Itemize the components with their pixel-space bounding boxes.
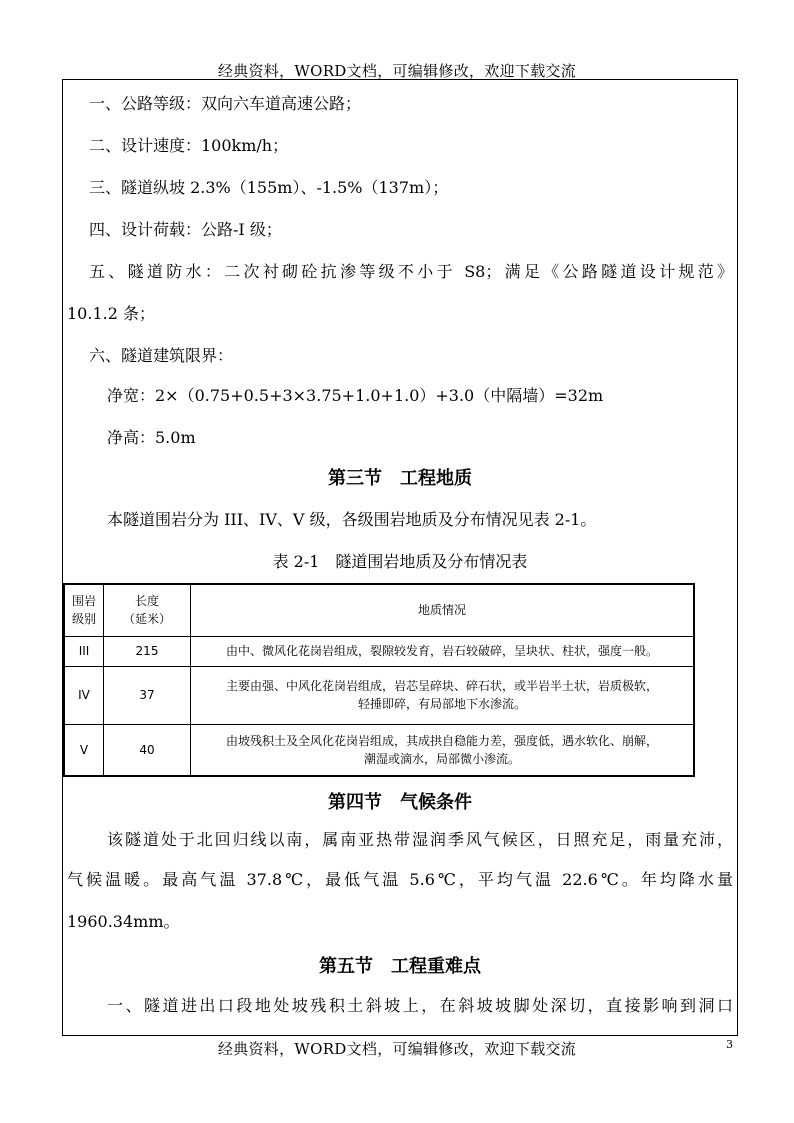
clear-height: 净高：5.0m bbox=[107, 428, 196, 447]
content-frame bbox=[62, 79, 738, 1036]
cell-geology bbox=[191, 636, 695, 666]
clear-width: 净宽：2×（0.75+0.5+3×3.75+1.0+1.0）+3.0（中隔墙）=32m bbox=[107, 386, 604, 405]
item-2: 二、设计速度：100km/h； bbox=[89, 136, 289, 155]
section-4-line-3: 1960.34mm。 bbox=[67, 912, 180, 931]
item-5-cont: 10.1.2 条； bbox=[67, 304, 155, 323]
item-5: 五、隧道防水：二次衬砌砼抗渗等级不小于 S8；满足《公路隧道设计规范》 bbox=[89, 262, 733, 281]
table-caption: 表 2-1 隧道围岩地质及分布情况表 bbox=[272, 552, 528, 571]
table-row bbox=[64, 636, 694, 666]
cell-geology-line: 潮湿或滴水，局部微小渗流。 bbox=[363, 751, 520, 766]
cell-geology bbox=[191, 666, 695, 724]
section-4-line-2: 气候温暖。最高气温 37.8℃，最低气温 5.6℃，平均气温 22.6℃。年均降水量 bbox=[67, 870, 733, 889]
cell-grade: V bbox=[64, 724, 104, 776]
item-3: 三、隧道纵坡 2.3%（155m）、-1.5%（137m）； bbox=[89, 178, 449, 197]
table-row bbox=[64, 724, 694, 776]
cell-length: 37 bbox=[104, 666, 191, 724]
header-grade-line1: 围岩 bbox=[71, 594, 96, 609]
item-6: 六、隧道建筑限界： bbox=[89, 346, 234, 365]
geology-table bbox=[63, 583, 695, 777]
cell-geology-line: 由中、微风化花岗岩组成，裂隙较发育，岩石较破碎，呈块状、柱状，强度一般。 bbox=[225, 644, 658, 658]
page-footer: 经典资料，WORD文档，可编辑修改，欢迎下载交流 bbox=[217, 1040, 577, 1058]
section-3-title: 第三节 工程地质 bbox=[328, 468, 472, 489]
cell-length: 40 bbox=[104, 724, 191, 776]
section-3-intro: 本隧道围岩分为 III、IV、V 级，各级围岩地质及分布情况见表 2-1。 bbox=[107, 510, 597, 529]
cell-geology-line: 由坡残积土及全风化花岗岩组成，其成拱自稳能力差，强度低，遇水软化、崩解， bbox=[225, 733, 658, 748]
header-length-line1: 长度 bbox=[134, 594, 159, 609]
cell-grade: IV bbox=[64, 666, 104, 724]
item-1: 一、公路等级：双向六车道高速公路； bbox=[89, 94, 362, 113]
section-5-title: 第五节 工程重难点 bbox=[319, 956, 481, 977]
cell-grade: III bbox=[64, 636, 104, 666]
item-4: 四、设计荷载：公路-I 级； bbox=[89, 220, 282, 239]
cell-geology-line: 轻捶即碎，有局部地下水渗流。 bbox=[357, 697, 526, 711]
table-row bbox=[64, 666, 694, 724]
cell-length: 215 bbox=[104, 636, 191, 666]
header-grade bbox=[64, 584, 104, 636]
page-number: 3 bbox=[726, 1038, 733, 1051]
cell-geology-line: 主要由强、中风化花岗岩组成，岩芯呈碎块、碎石状，或半岩半土状，岩质极软， bbox=[225, 679, 658, 693]
header-grade-line2: 级别 bbox=[71, 612, 96, 627]
header-length bbox=[104, 584, 191, 636]
cell-geology bbox=[191, 724, 695, 776]
header-geology-line1: 地质情况 bbox=[417, 603, 466, 618]
header-geology bbox=[191, 584, 695, 636]
section-4-line-1: 该隧道处于北回归线以南，属南亚热带湿润季风气候区，日照充足，雨量充沛， bbox=[107, 830, 733, 849]
section-5-line-1: 一、隧道进出口段地处坡残积土斜坡上，在斜坡坡脚处深切，直接影响到洞口 bbox=[107, 996, 733, 1015]
table-header-row bbox=[64, 584, 694, 636]
section-4-title: 第四节 气候条件 bbox=[328, 792, 472, 813]
header-length-line2: （延米） bbox=[122, 612, 171, 627]
page-header: 经典资料，WORD文档，可编辑修改，欢迎下载交流 bbox=[217, 62, 577, 80]
